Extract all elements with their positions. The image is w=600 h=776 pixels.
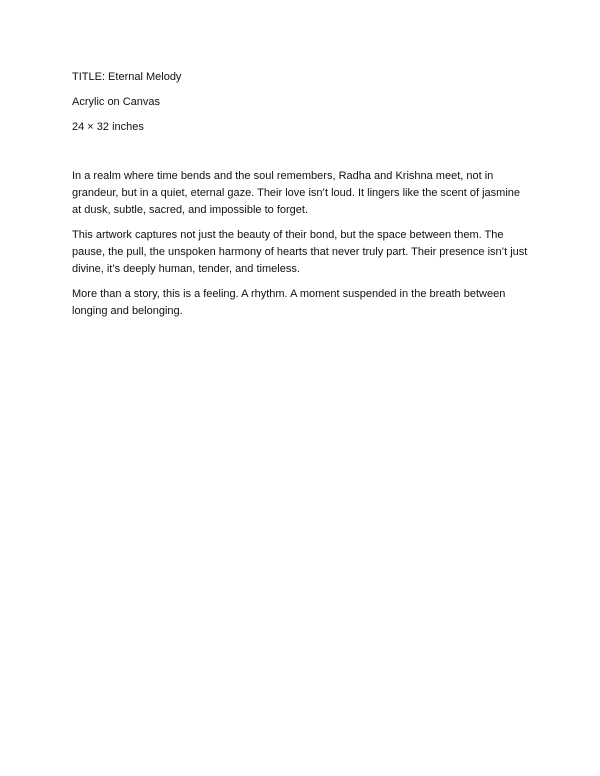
artwork-dimensions: 24 × 32 inches: [72, 121, 144, 133]
artwork-medium: Acrylic on Canvas: [72, 96, 161, 108]
description-paragraph: In a realm where time bends and the soul remembers, Radha and Krishna meet, not in grandeur, but in a quiet, eternal gaze. Their love isn’t loud. It lingers like the scent of jasmine at dusk, subtle, sacred, and impossible to forget.: [72, 170, 520, 216]
artwork-title: TITLE: Eternal Melody: [72, 71, 182, 83]
document-body: [72, 69, 532, 328]
description-paragraph: This artwork captures not just the beauty of their bond, but the space between them. The pause, the pull, the unspoken harmony of hearts that never truly part. Their presence isn’t just divine, it’s deeply human, tender, and timeless.: [72, 229, 528, 275]
description-paragraph: More than a story, this is a feeling. A rhythm. A moment suspended in the breath between longing and belonging.: [72, 288, 506, 317]
